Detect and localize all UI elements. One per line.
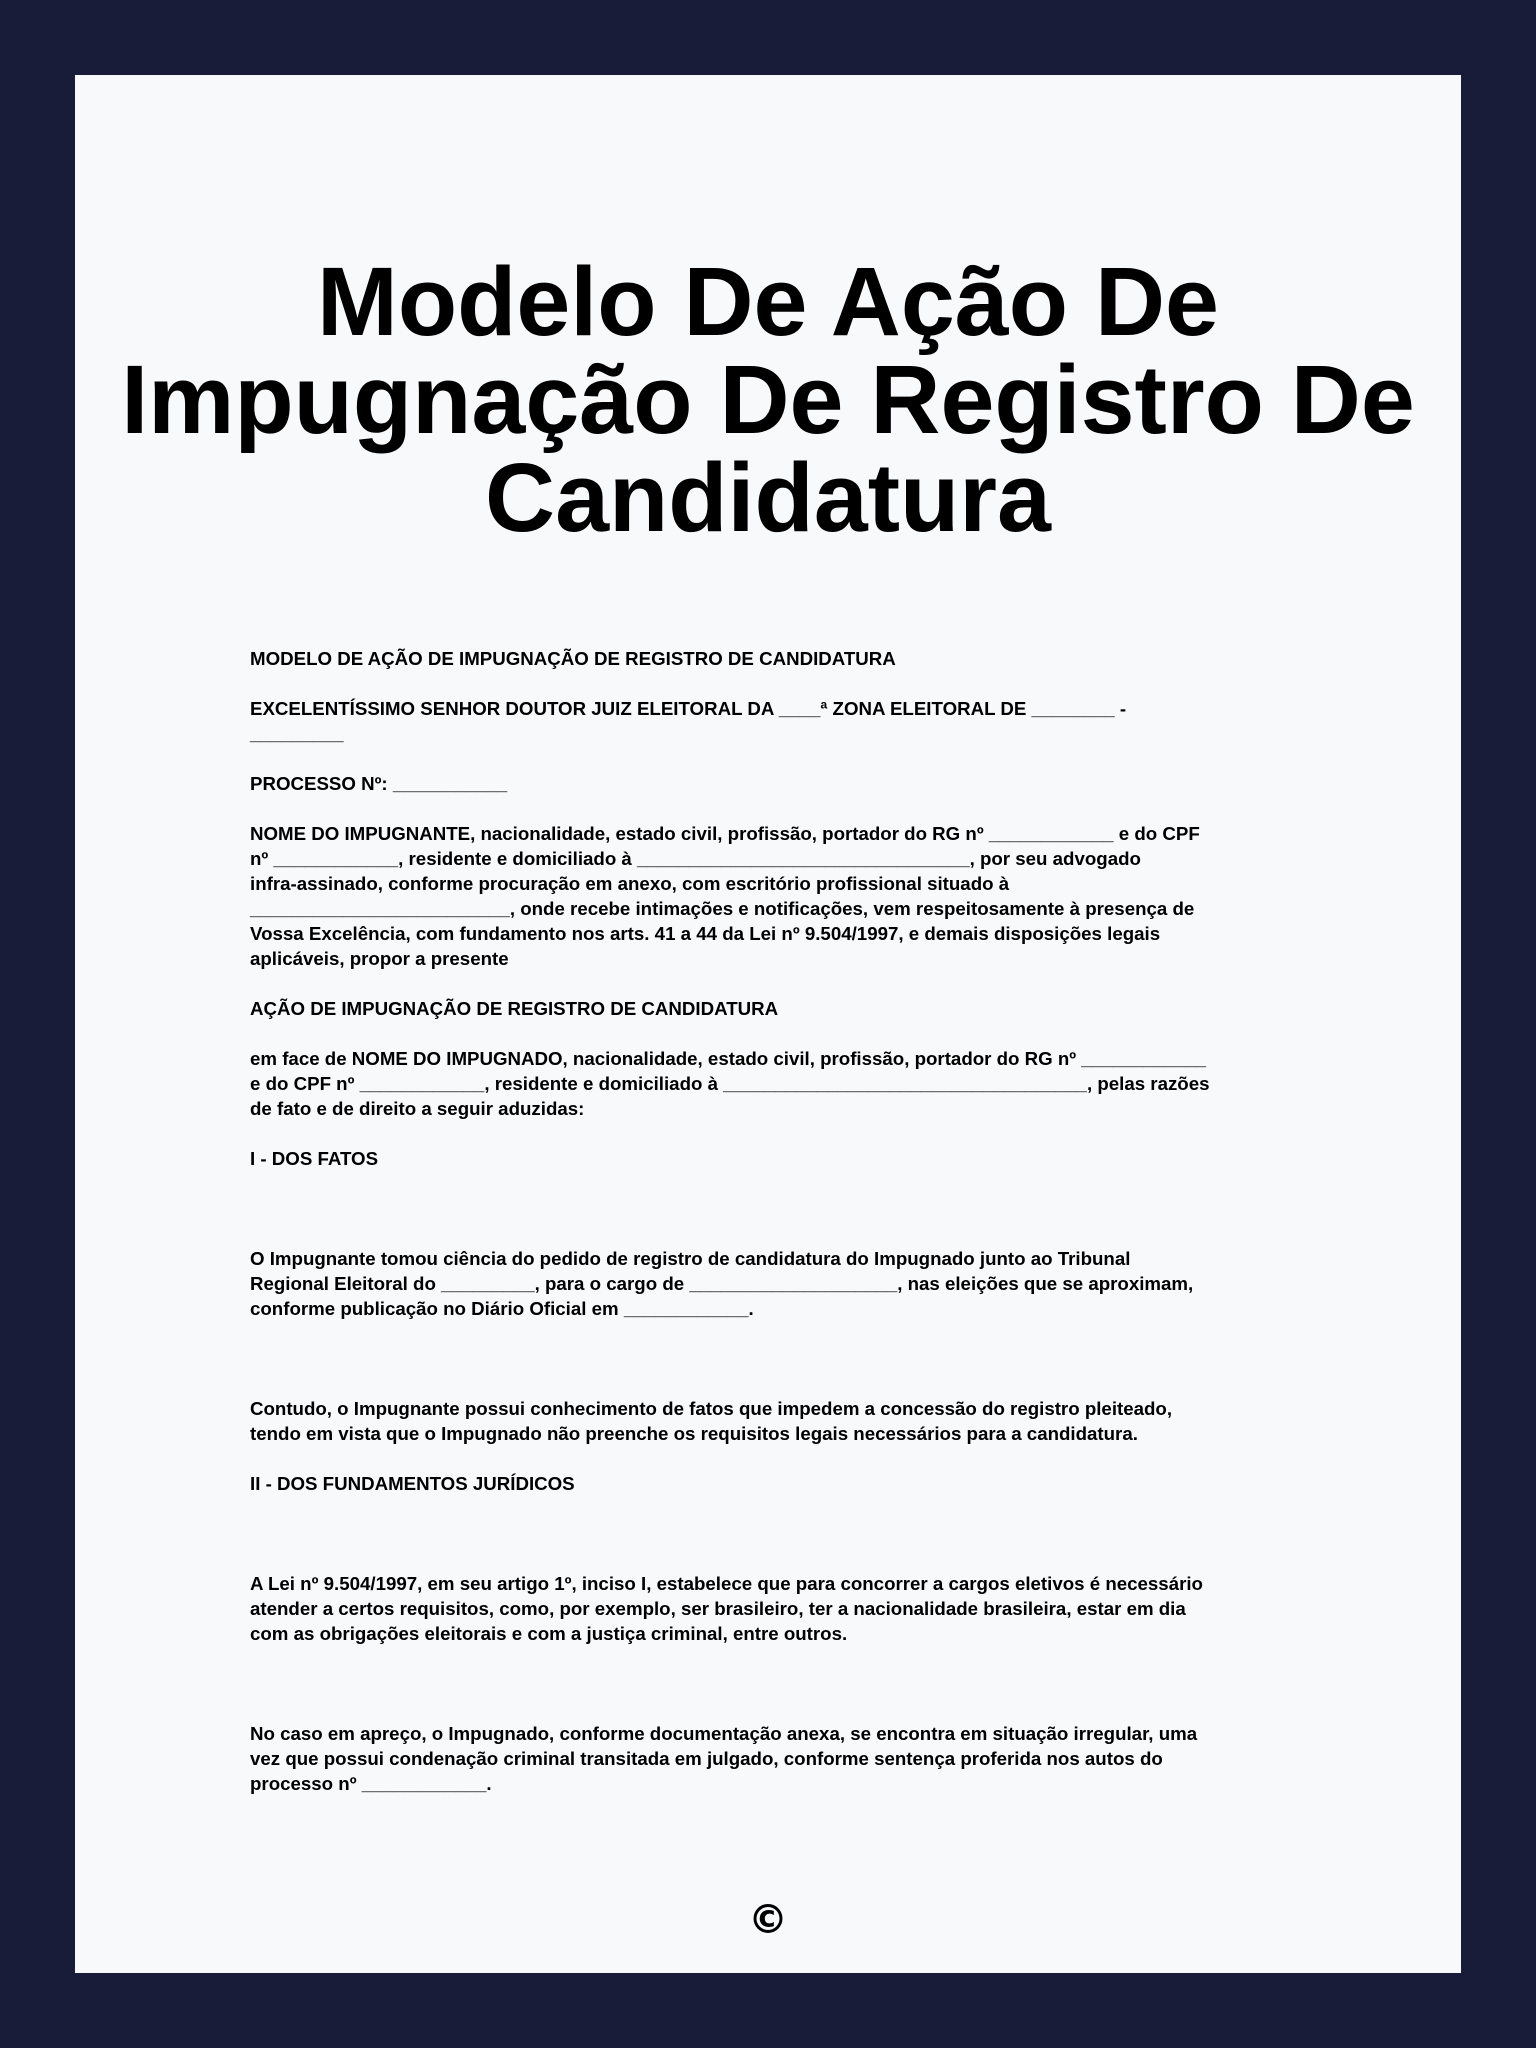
law-paragraph-2 — [250, 1721, 1360, 1796]
facts-paragraph-1 — [250, 1246, 1360, 1321]
copyright-icon: © — [748, 1897, 788, 1943]
text-line: processo nº ____________. — [250, 1773, 492, 1794]
text-line: MODELO DE AÇÃO DE IMPUGNAÇÃO DE REGISTRO DE CANDIDATURA — [250, 648, 896, 669]
law-paragraph-1 — [250, 1571, 1360, 1646]
intro-paragraph — [250, 821, 1360, 971]
text-line: _________ — [250, 723, 344, 744]
section-heading-facts — [250, 1146, 1360, 1171]
title-line: Impugnação De Registro De — [121, 345, 1415, 454]
text-line: EXCELENTÍSSIMO SENHOR DOUTOR JUIZ ELEITORAL DA ____ª ZONA ELEITORAL DE ________ - — [250, 698, 1127, 719]
title-line: Modelo De Ação De — [317, 247, 1219, 356]
text-line: Vossa Excelência, com fundamento nos arts. 41 a 44 da Lei nº 9.504/1997, e demais disposições legais — [250, 923, 1161, 944]
text-line: em face de NOME DO IMPUGNADO, nacionalidade, estado civil, profissão, portador do RG nº ____________ — [250, 1048, 1207, 1069]
text-line: infra-assinado, conforme procuração em anexo, com escritório profissional situado à — [250, 873, 1010, 894]
process-number — [250, 771, 1360, 796]
text-line: PROCESSO Nº: ___________ — [250, 773, 508, 794]
facts-paragraph-2 — [250, 1396, 1360, 1446]
text-line: No caso em apreço, o Impugnado, conforme documentação anexa, se encontra em situação irregular, uma — [250, 1723, 1198, 1744]
document-body — [250, 646, 1360, 1821]
text-line: e do CPF nº ____________, residente e domiciliado à ___________________________________, pelas razões — [250, 1073, 1210, 1094]
text-line: A Lei nº 9.504/1997, em seu artigo 1º, inciso I, estabelece que para concorrer a cargos eletivos é necessário — [250, 1573, 1203, 1594]
text-line: de fato e de direito a seguir aduzidas: — [250, 1098, 585, 1119]
action-title — [250, 996, 1360, 1021]
text-line: I - DOS FATOS — [250, 1148, 379, 1169]
section-heading-law — [250, 1471, 1360, 1496]
document-heading — [250, 646, 1360, 671]
text-line: Contudo, o Impugnante possui conhecimento de fatos que impedem a concessão do registro pleiteado, — [250, 1398, 1173, 1419]
text-line: conforme publicação no Diário Oficial em ____________. — [250, 1298, 754, 1319]
text-line: vez que possui condenação criminal transitada em julgado, conforme sentença proferida nos autos do — [250, 1748, 1163, 1769]
text-line: O Impugnante tomou ciência do pedido de registro de candidatura do Impugnado junto ao Tribunal — [250, 1248, 1131, 1269]
text-line: II - DOS FUNDAMENTOS JURÍDICOS — [250, 1473, 575, 1494]
text-line: nº ____________, residente e domiciliado à ________________________________, por seu advogado — [250, 848, 1141, 869]
text-line: com as obrigações eleitorais e com a justiça criminal, entre outros. — [250, 1623, 848, 1644]
text-line: AÇÃO DE IMPUGNAÇÃO DE REGISTRO DE CANDIDATURA — [250, 998, 779, 1019]
addressee-paragraph — [250, 696, 1360, 746]
text-line: NOME DO IMPUGNANTE, nacionalidade, estado civil, profissão, portador do RG nº ____________ e do CPF — [250, 823, 1200, 844]
against-paragraph — [250, 1046, 1360, 1121]
title-line: Candidatura — [485, 443, 1051, 552]
document-page — [75, 75, 1461, 1973]
text-line: _________________________, onde recebe intimações e notificações, vem respeitosamente à presença de — [250, 898, 1195, 919]
text-line: aplicáveis, propor a presente — [250, 948, 509, 969]
page-title — [75, 247, 1461, 552]
text-line: Regional Eleitoral do _________, para o cargo de ____________________, nas eleições que se aproximam, — [250, 1273, 1194, 1294]
text-line: tendo em vista que o Impugnado não preenche os requisitos legais necessários para a candidatura. — [250, 1423, 1138, 1444]
text-line: atender a certos requisitos, como, por exemplo, ser brasileiro, ter a nacionalidade brasileira, estar em dia — [250, 1598, 1186, 1619]
